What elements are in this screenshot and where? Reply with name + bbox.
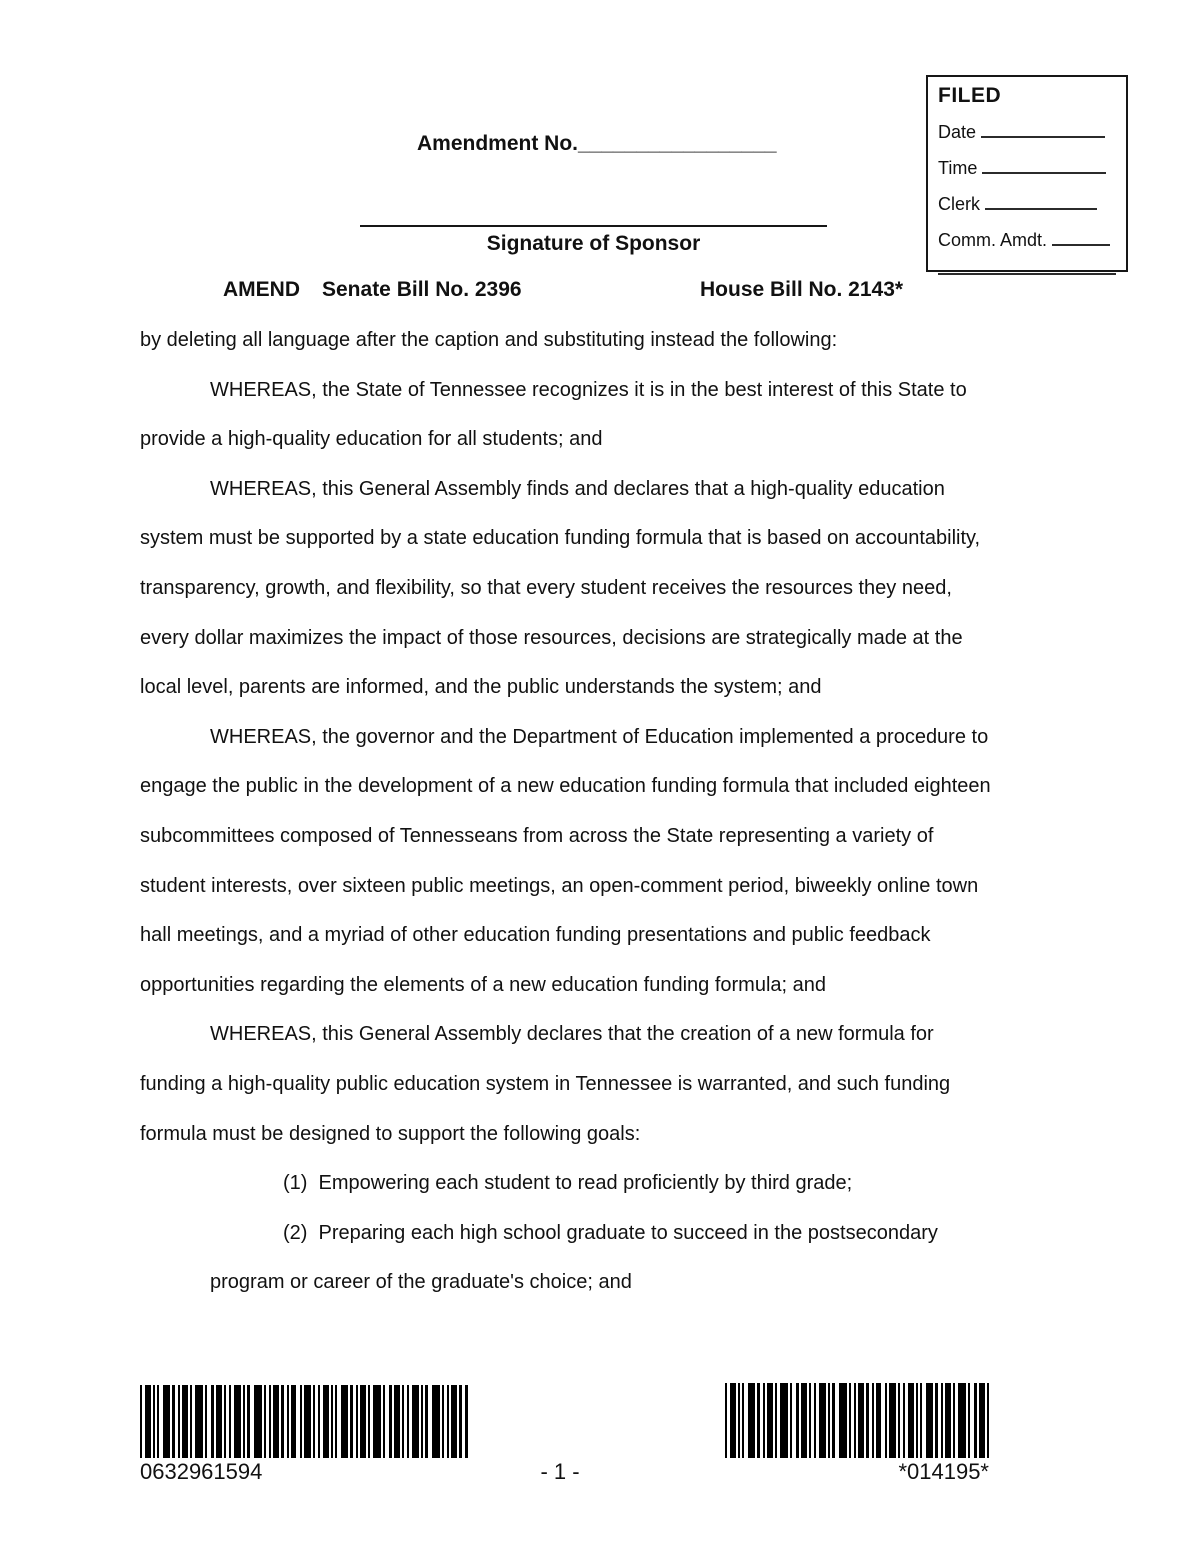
filed-title: FILED (938, 84, 1002, 107)
filed-time-row (938, 156, 1116, 180)
document-list-item: (1) Empowering each student to read proficiently by third grade; (283, 1172, 853, 1195)
filed-clerk-blank-line (985, 196, 1097, 210)
filed-date-blank-line (981, 124, 1105, 138)
document-line: system must be supported by a state education funding formula that is based on accountability, (140, 527, 981, 550)
right-barcode-number: *014195* (898, 1459, 989, 1484)
filed-bottom-blank-line (938, 273, 1116, 275)
document-line: by deleting all language after the caption and substituting instead the following: (140, 329, 838, 351)
document-body (140, 316, 1070, 1308)
signature-of-sponsor-block (360, 225, 827, 256)
document-line: WHEREAS, this General Assembly finds and declares that a high-quality education (210, 477, 945, 500)
document-line: formula must be designed to support the following goals: (140, 1122, 641, 1145)
document-line: engage the public in the development of a new education funding formula that included eighteen (140, 775, 991, 798)
document-line: local level, parents are informed, and the public understands the system; and (140, 676, 822, 699)
amendment-number-line (417, 132, 777, 156)
left-barcode-number: 0632961594 (140, 1459, 263, 1484)
document-line: every dollar maximizes the impact of those resources, decisions are strategically made at the (140, 626, 963, 649)
filed-comm-amdt-label: Comm. Amdt. (938, 230, 1048, 250)
document-line: opportunities regarding the elements of a new education funding formula; and (140, 973, 827, 996)
barcode-right (725, 1383, 989, 1458)
filed-date-label: Date (938, 122, 977, 142)
filed-comm-amdt-blank-line (1052, 232, 1110, 246)
filed-date-row (938, 120, 1116, 144)
document-line: hall meetings, and a myriad of other education funding presentations and public feedback (140, 924, 931, 947)
signature-of-sponsor-label: Signature of Sponsor (486, 232, 701, 255)
amendment-number-label: Amendment No. (417, 132, 579, 155)
document-line: provide a high-quality education for all students; and (140, 428, 603, 451)
senate-bill-number: Senate Bill No. 2396 (322, 278, 522, 301)
filed-clerk-row (938, 192, 1116, 216)
amendment-number-blank: _________________ (578, 132, 777, 155)
filed-stamp-box (926, 75, 1128, 272)
document-line: funding a high-quality public education system in Tennessee is warranted, and such funding (140, 1072, 951, 1095)
amend-label: AMEND (223, 278, 300, 301)
filed-time-label: Time (938, 158, 978, 178)
document-line: program or career of the graduate's choice; and (210, 1271, 632, 1294)
document-line: WHEREAS, the State of Tennessee recognizes it is in the best interest of this State to (210, 378, 967, 401)
barcode-left (140, 1385, 468, 1458)
document-line: student interests, over sixteen public meetings, an open-comment period, biweekly online town (140, 874, 979, 897)
document-line: transparency, growth, and flexibility, so that every student receives the resources they need, (140, 576, 952, 599)
filed-comm-amdt-row (938, 228, 1116, 252)
page-number: - 1 - (540, 1459, 580, 1484)
document-line: WHEREAS, the governor and the Department of Education implemented a procedure to (210, 725, 989, 748)
filed-time-blank-line (982, 160, 1106, 174)
document-line: WHEREAS, this General Assembly declares that the creation of a new formula for (210, 1023, 934, 1046)
document-line: subcommittees composed of Tennesseans from across the State representing a variety of (140, 824, 934, 847)
filed-clerk-label: Clerk (938, 194, 981, 214)
house-bill-number: House Bill No. 2143* (700, 278, 904, 301)
document-list-item: (2) Preparing each high school graduate to succeed in the postsecondary (283, 1221, 938, 1244)
